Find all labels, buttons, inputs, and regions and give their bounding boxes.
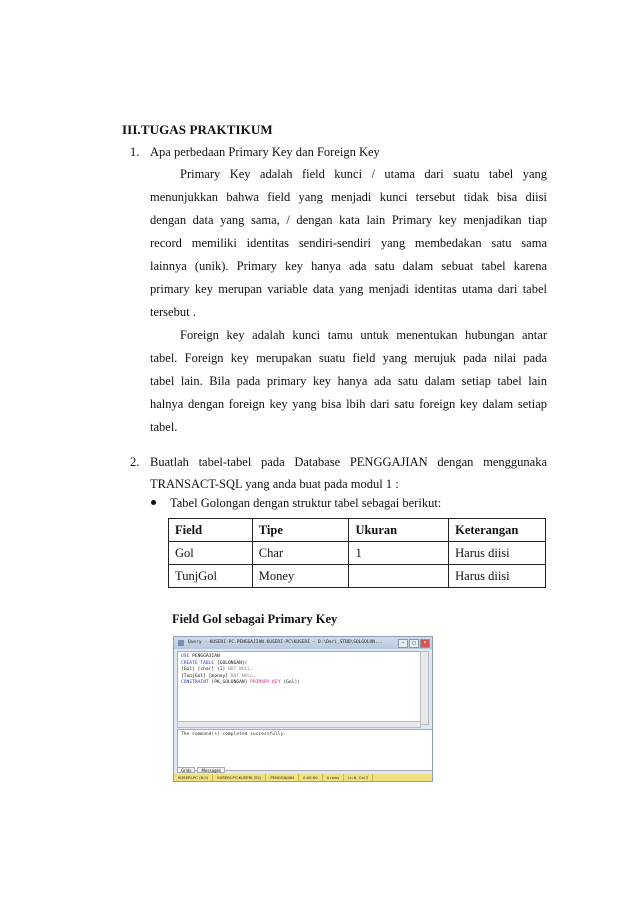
maximize-icon[interactable]: □ bbox=[409, 639, 419, 648]
table-cell: TunjGol bbox=[169, 565, 253, 588]
question-1-number: 1. bbox=[130, 145, 140, 159]
code-text: [GOLONGAN]( bbox=[214, 660, 248, 666]
code-text: [Gol] [char] (1) bbox=[181, 667, 229, 673]
bullet-dot bbox=[151, 500, 156, 505]
code-keyword: USE bbox=[181, 654, 190, 659]
messages-pane bbox=[177, 729, 433, 771]
code-line bbox=[181, 654, 423, 661]
q1-para2-line5: tabel. bbox=[150, 420, 178, 434]
sql-editor[interactable] bbox=[177, 651, 427, 725]
q1-para1-line6: primary key merupan variable data yang menjadi identitas utama dari tabel bbox=[150, 282, 547, 296]
code-text: (Gol)) bbox=[280, 680, 300, 686]
q1-para2-line2: tabel. Foreign key merupakan suatu field yang merujuk pada nilai pada bbox=[150, 351, 547, 365]
bullet-text: Tabel Golongan dengan struktur tabel sebagai berikut: bbox=[170, 496, 442, 510]
q2-line1: Buatlah tabel-tabel pada Database PENGGAJIAN dengan menggunaka bbox=[150, 455, 547, 469]
status-rows: 0 rows bbox=[323, 774, 345, 781]
result-message: The command(s) completed successfully. bbox=[181, 732, 287, 737]
table-row bbox=[169, 565, 546, 588]
editor-vertical-scrollbar[interactable] bbox=[420, 651, 429, 725]
table-header-cell: Ukuran bbox=[349, 519, 449, 542]
query-window-titlebar bbox=[174, 637, 432, 649]
status-database: PENGGAJIAN bbox=[266, 774, 299, 781]
minimize-icon[interactable]: – bbox=[398, 639, 408, 648]
table-cell bbox=[349, 565, 449, 588]
q1-para1-line5: lainnya (unik). Primary key hanya ada satu dalam sebuat tabel karena bbox=[150, 259, 547, 273]
result-tabs bbox=[177, 767, 225, 773]
tab-messages[interactable]: Messages bbox=[197, 767, 225, 773]
q1-para2-line3: tabel lain. Bila pada primary key hanya ada satu dalam setiap tabel lain bbox=[150, 374, 547, 388]
figure-caption: Field Gol sebagai Primary Key bbox=[172, 612, 338, 626]
table-row bbox=[169, 542, 546, 565]
close-icon[interactable]: × bbox=[420, 639, 430, 648]
q1-para1-line3: dengan data yang sama, / dengan kata lain Primary key menjadikan tiap bbox=[150, 213, 547, 227]
question-2-number: 2. bbox=[130, 455, 140, 469]
table-cell: Gol bbox=[169, 542, 253, 565]
question-1-text: Apa perbedaan Primary Key dan Foreign Key bbox=[150, 145, 380, 159]
table-header-cell: Keterangan bbox=[449, 519, 546, 542]
table-cell: Harus diisi bbox=[449, 542, 546, 565]
table-header-cell: Field bbox=[169, 519, 253, 542]
status-cursor: Ln 6, Col 2 bbox=[344, 774, 373, 781]
query-window-screenshot bbox=[173, 636, 433, 782]
tab-grids[interactable]: Grids bbox=[177, 767, 195, 773]
table-header-cell: Tipe bbox=[252, 519, 349, 542]
status-server: KUSERI-PC (8.0) bbox=[174, 774, 213, 781]
q1-para1-line7: tersebut . bbox=[150, 305, 196, 319]
status-bar bbox=[174, 774, 432, 781]
table-cell: Char bbox=[252, 542, 349, 565]
status-time: 0:00:00 bbox=[299, 774, 323, 781]
golongan-table bbox=[168, 518, 546, 588]
section-heading: III.TUGAS PRAKTIKUM bbox=[122, 122, 273, 137]
editor-horizontal-scrollbar[interactable] bbox=[177, 721, 421, 728]
table-cell: Harus diisi bbox=[449, 565, 546, 588]
code-line bbox=[181, 680, 423, 687]
code-text: [TunjGol] [money] bbox=[181, 673, 231, 679]
table-cell: 1 bbox=[349, 542, 449, 565]
status-user: KUSERI-PC\KUSERI (52) bbox=[213, 774, 266, 781]
q1-para1-line1: Primary Key adalah field kunci / utama dari suatu tabel yang bbox=[180, 167, 547, 181]
q1-para2-line1: Foreign key adalah kunci tamu untuk menentukan hubungan antar bbox=[180, 328, 547, 342]
table-header-row bbox=[169, 519, 546, 542]
q1-para1-line2: menunjukkan bahwa field yang menjadi kunci tersebut tidak bisa diisi bbox=[150, 190, 547, 204]
q1-para2-line4: halnya dengan foreign key yang bisa lbih dari satu foreign key dalam setiap bbox=[150, 397, 547, 411]
code-keyword: CONSTRAINT bbox=[181, 680, 209, 686]
code-text: PENGGAJIAN bbox=[189, 654, 220, 659]
window-controls bbox=[398, 639, 430, 648]
query-window-icon bbox=[178, 640, 184, 646]
table-cell: Money bbox=[252, 565, 349, 588]
q2-line2: TRANSACT-SQL yang anda buat pada modul 1 : bbox=[150, 477, 399, 491]
query-window-title: Query - KUSERI-PC.PENGGAJIAN.KUSERI-PC\KUSERI - D:\Deri_STBD\SQLGOLON... bbox=[188, 640, 384, 645]
code-keyword: CREATE TABLE bbox=[181, 660, 215, 666]
code-constraint: NOT NULL, bbox=[228, 667, 253, 673]
q1-para1-line4: record memiliki identitas sendiri-sendiri yang membedakan satu sama bbox=[150, 236, 547, 250]
code-text: [PK_GOLONGAN] bbox=[208, 680, 251, 686]
code-line bbox=[181, 667, 423, 674]
code-primary-key: PRIMARY KEY bbox=[250, 680, 281, 686]
code-constraint: NOT NULL, bbox=[230, 673, 256, 679]
